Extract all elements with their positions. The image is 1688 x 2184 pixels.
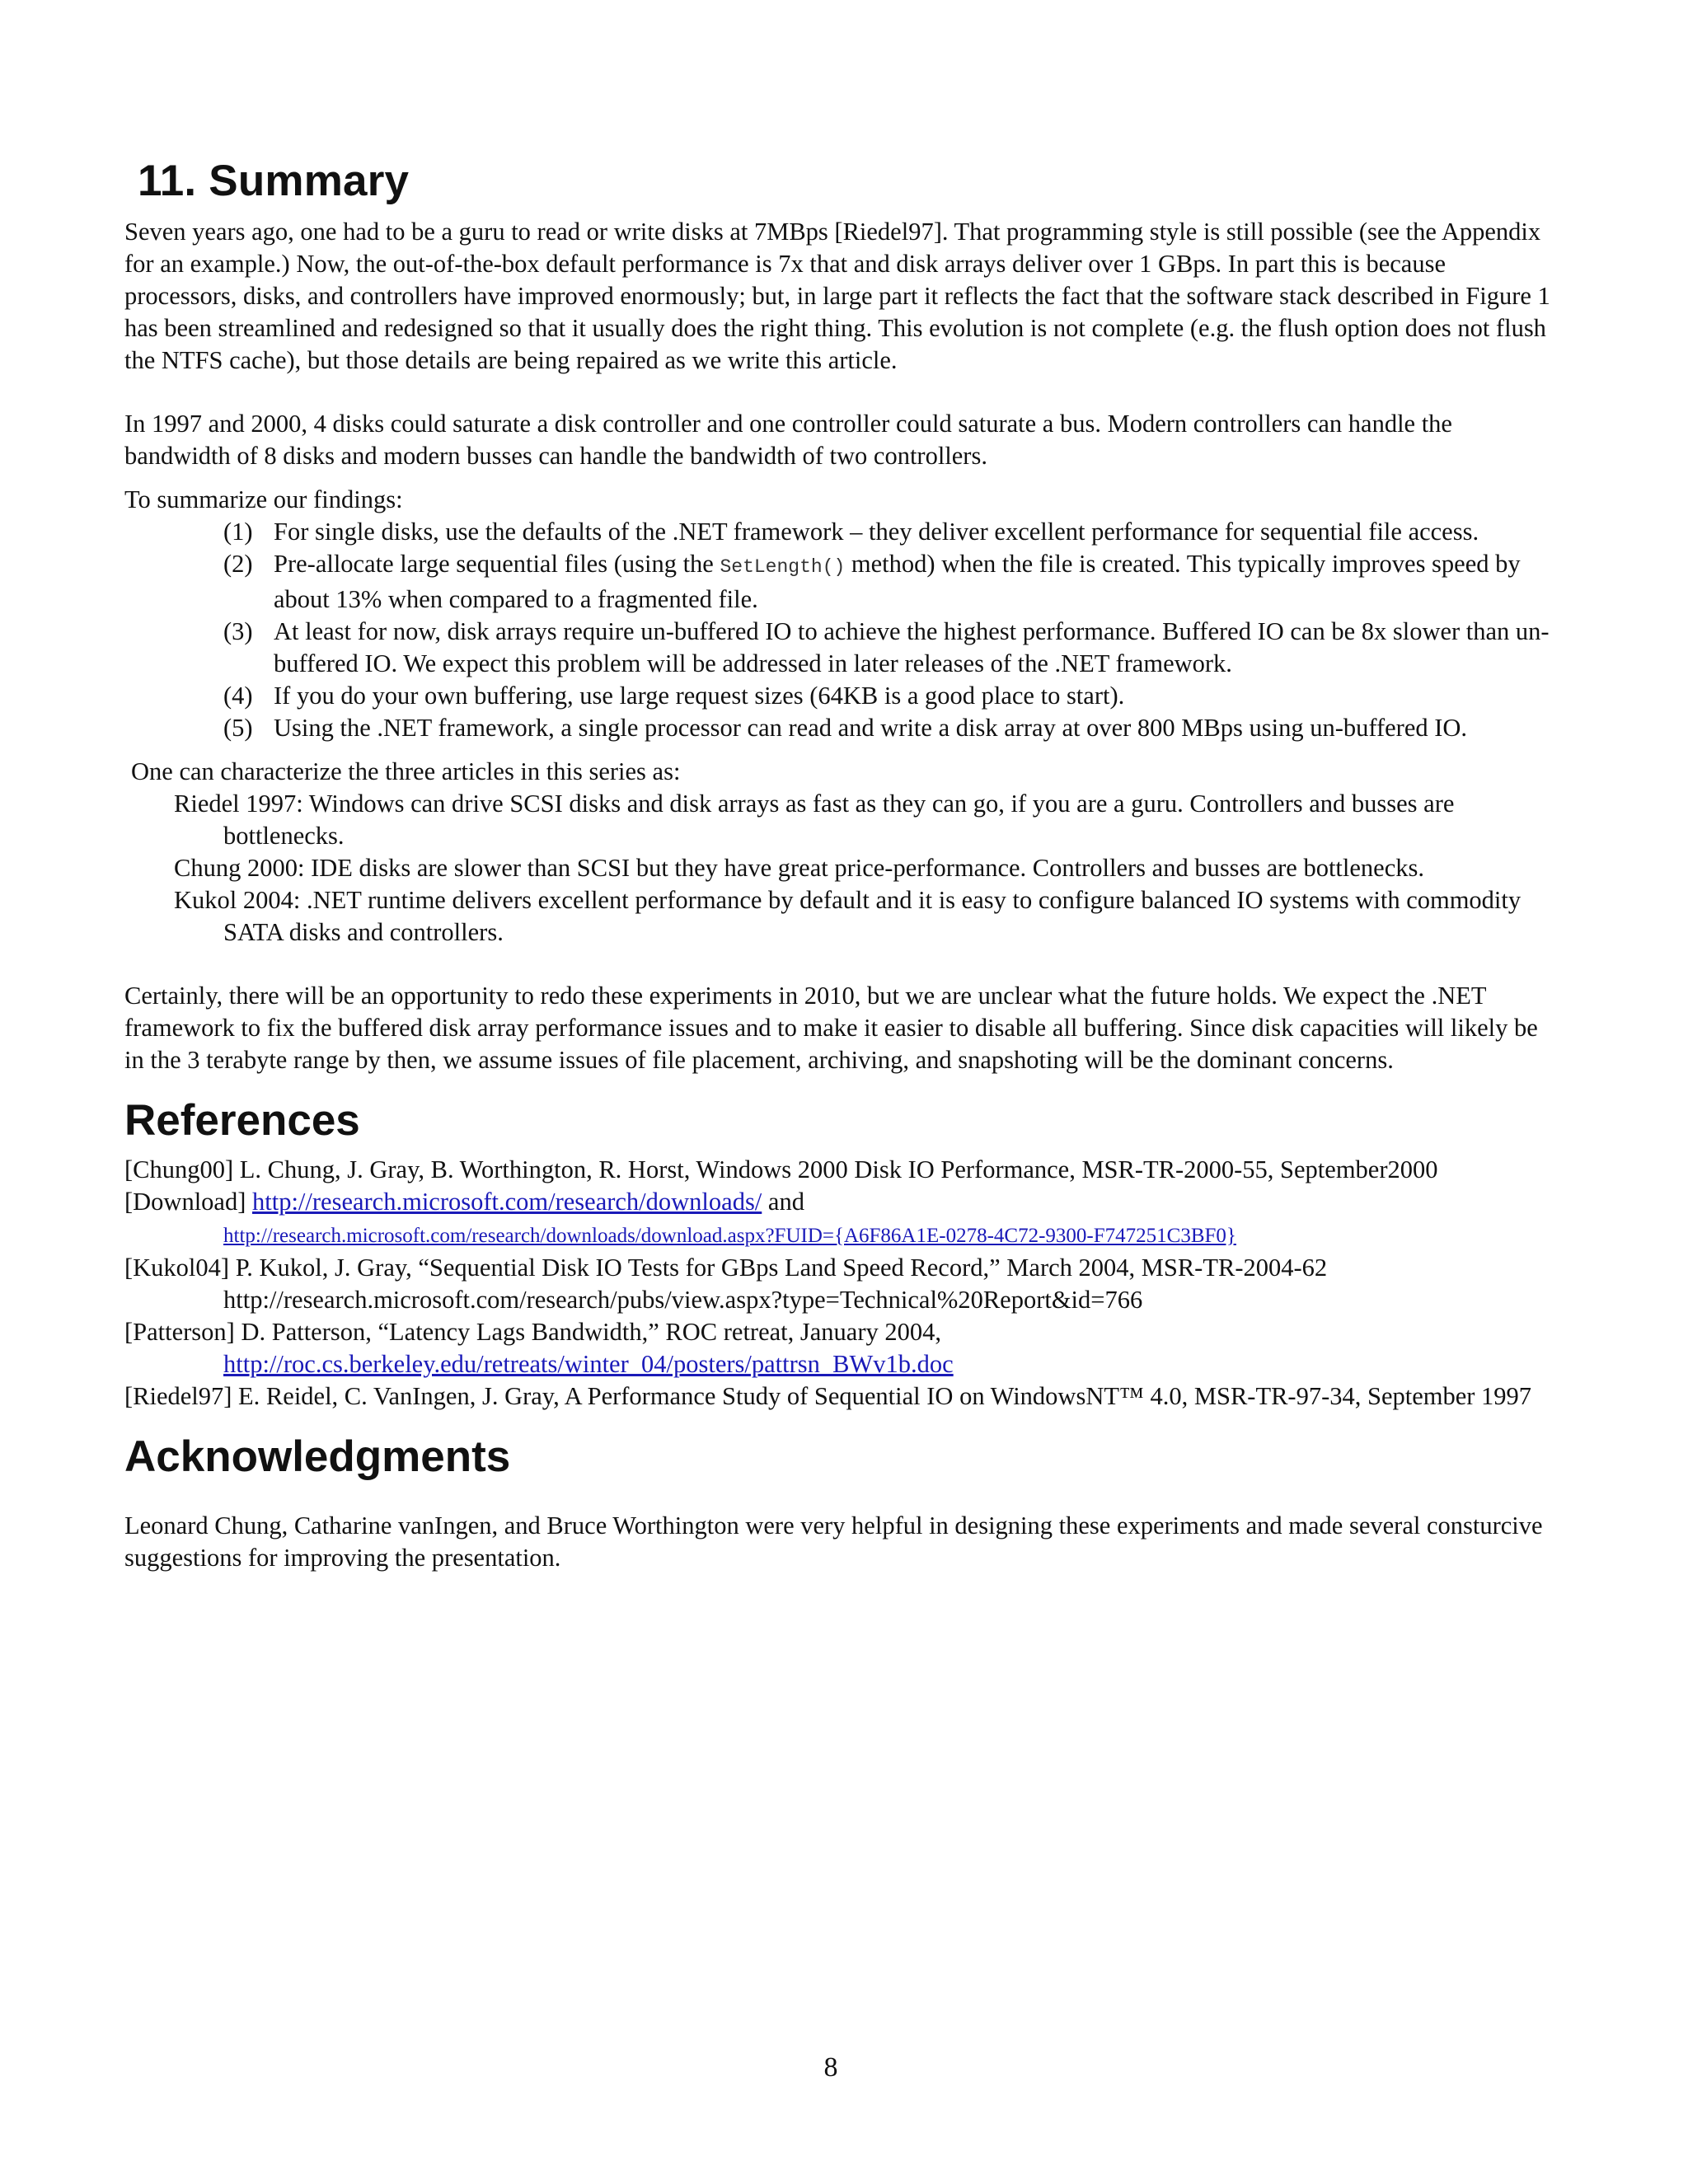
code-setlength: SetLength() [720, 556, 846, 578]
finding-number: (4) [223, 682, 253, 710]
reference-download-and: and [762, 1188, 804, 1216]
findings-list [124, 516, 1559, 744]
findings-intro: To summarize our findings: [124, 485, 403, 513]
article-chung-2000: Chung 2000: IDE disks are slower than SCSI but they have great price-performance. Controllers and busses are bottlenecks. [174, 854, 1424, 882]
summary-paragraph-2: In 1997 and 2000, 4 disks could saturate a disk controller and one controller could saturate a bus. Modern controllers can handle the bandwidth of 8 disks and modern busses can handle the bandwidth of two controllers. [124, 410, 1452, 470]
finding-item [223, 616, 1559, 680]
finding-number: (5) [223, 714, 253, 742]
summary-paragraph-1: Seven years ago, one had to be a guru to read or write disks at 7MBps [Riedel97]. That programming style is still possible (see the Appendix for an example.) Now, the out-of-the-box default performance is 7x that and disk arrays deliver over 1 GBps. In part this is because processors, disks, and controllers have improved enormously; but, in large part it reflects the fact that the software stack described in Figure 1 has been streamlined and redesigned so that it usually does the right thing. This evolution is not complete (e.g. the flush option does not flush the NTFS cache), but those details are being repaired as we write this article. [124, 218, 1550, 374]
reference-patterson [124, 1316, 1559, 1380]
finding-text: If you do your own buffering, use large request sizes (64KB is a good place to start). [274, 682, 1125, 710]
article-riedel-1997: Riedel 1997: Windows can drive SCSI disks and disk arrays as fast as they can go, if you are a guru. Controllers and busses are bottlenecks. [174, 790, 1455, 850]
reference-download-label: [Download] [124, 1188, 253, 1216]
download-link-1[interactable]: http://research.microsoft.com/research/downloads/ [252, 1188, 762, 1216]
reference-kukol04-url: http://research.microsoft.com/research/pubs/view.aspx?type=Technical%20Report&id=766 [223, 1286, 1143, 1314]
finding-text: Using the .NET framework, a single processor can read and write a disk array at over 800 MBps using un-buffered IO. [274, 714, 1468, 742]
finding-number: (2) [223, 550, 253, 578]
document-page [124, 157, 1559, 1574]
summary-paragraph-3: Certainly, there will be an opportunity to redo these experiments in 2010, but we are unclear what the future holds. We expect the .NET framework to fix the buffered disk array performance issues and to make it easier to disable all buffering. Since disk capacities will likely be in the 3 terabyte range by then, we assume issues of file placement, archiving, and snapshoting will be the dominant concerns. [124, 982, 1538, 1074]
finding-number: (3) [223, 617, 253, 645]
finding-number: (1) [223, 518, 253, 546]
articles-intro: One can characterize the three articles in this series as: [131, 757, 681, 785]
acknowledgments-heading: Acknowledgments [124, 1432, 511, 1481]
finding-text: At least for now, disk arrays require un-buffered IO to achieve the highest performance. Buffered IO can be 8x slower than un-buffered IO. We expect this problem will be addressed in later releases of the .NET framework. [274, 617, 1550, 677]
article-kukol-2004: Kukol 2004: .NET runtime delivers excellent performance by default and it is easy to configure balanced IO systems with commodity SATA disks and controllers. [174, 886, 1522, 946]
summary-heading: 11. Summary [138, 157, 410, 205]
finding-text-pre: Pre-allocate large sequential files (using the [274, 550, 720, 578]
finding-text-post: method) when the file is created. This typically improves speed by about 13% when compared to a fragmented file. [274, 550, 1521, 613]
reference-riedel97: [Riedel97] E. Reidel, C. VanIngen, J. Gray, A Performance Study of Sequential IO on WindowsNT™ 4.0, MSR-TR-97-34, September 1997 [124, 1382, 1532, 1410]
finding-item [223, 712, 1559, 744]
reference-patterson-text: [Patterson] D. Patterson, “Latency Lags Bandwidth,” ROC retreat, January 2004, [124, 1318, 941, 1346]
references-heading: References [124, 1096, 360, 1145]
reference-kukol04 [124, 1252, 1559, 1316]
download-link-2[interactable]: http://research.microsoft.com/research/downloads/download.aspx?FUID={A6F86A1E-0278-4C72-9300-F747251C3BF0} [223, 1225, 1236, 1247]
patterson-link[interactable]: http://roc.cs.berkeley.edu/retreats/winter_04/posters/pattrsn_BWv1b.doc [223, 1350, 954, 1378]
reference-kukol04-text: [Kukol04] P. Kukol, J. Gray, “Sequential Disk IO Tests for GBps Land Speed Record,” March 2004, MSR-TR-2004-62 [124, 1254, 1328, 1282]
reference-chung00: [Chung00] L. Chung, J. Gray, B. Worthington, R. Horst, Windows 2000 Disk IO Performance, MSR-TR-2000-55, September2000 [124, 1155, 1438, 1183]
acknowledgments-text: Leonard Chung, Catharine vanIngen, and Bruce Worthington were very helpful in designing these experiments and made several consturcive suggestions for improving the presentation. [124, 1511, 1543, 1572]
finding-item [223, 548, 1559, 616]
reference-download [124, 1186, 1559, 1252]
finding-item [223, 516, 1559, 548]
page-number: 8 [823, 2052, 838, 2083]
finding-text: For single disks, use the defaults of the .NET framework – they deliver excellent performance for sequential file access. [274, 518, 1479, 546]
finding-item [223, 680, 1559, 712]
